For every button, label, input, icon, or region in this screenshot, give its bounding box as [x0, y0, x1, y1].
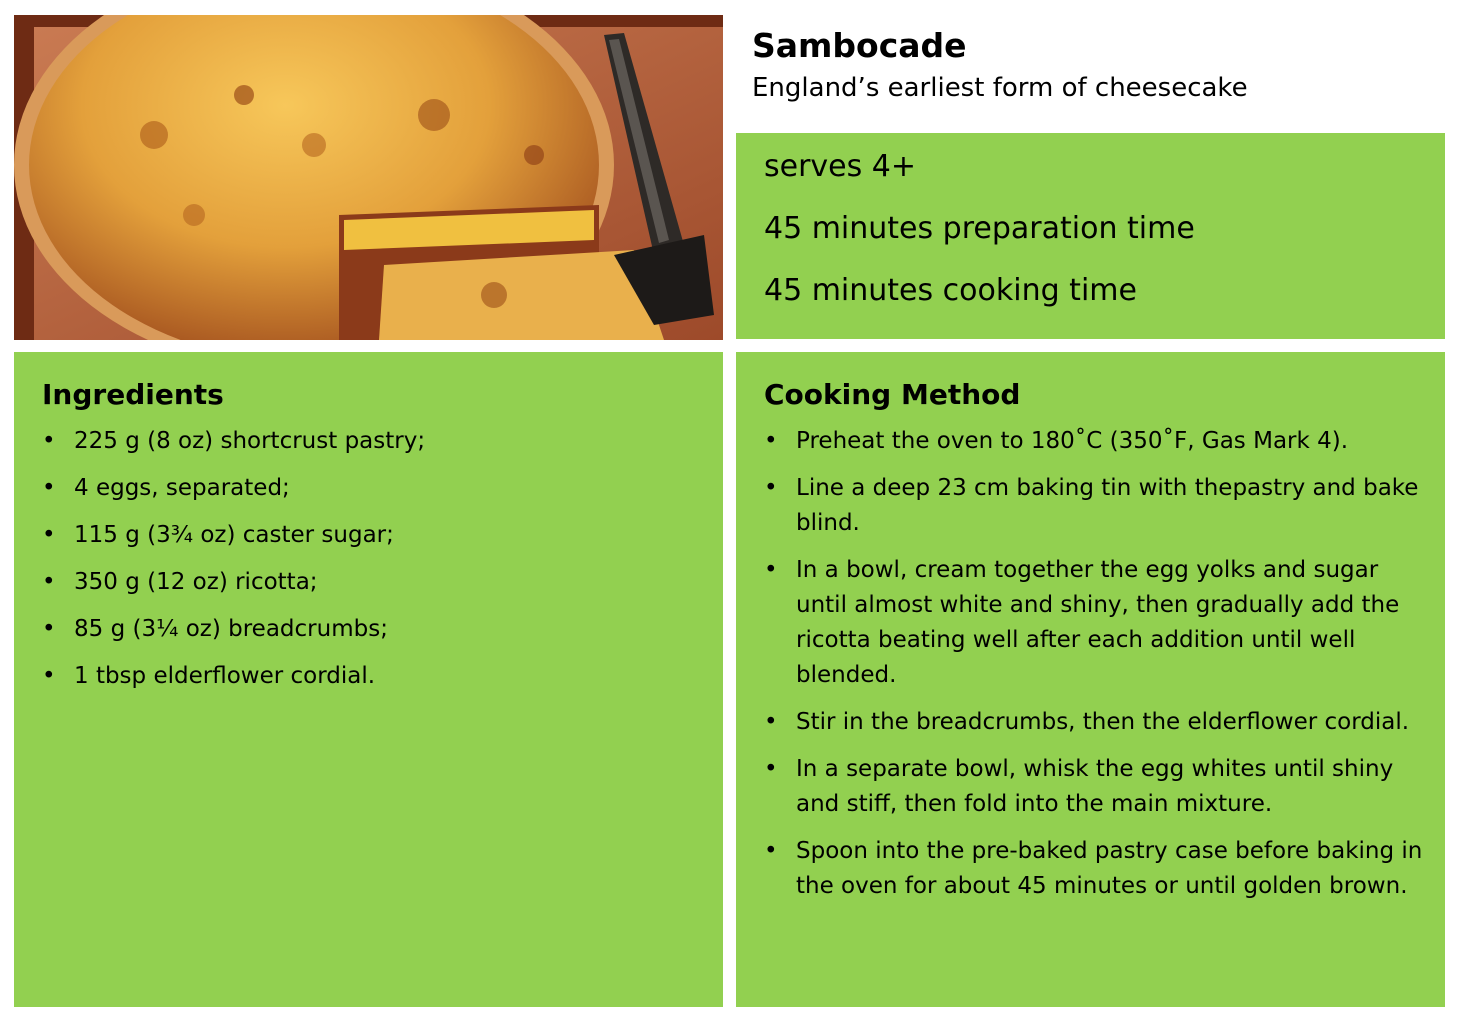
method-step	[764, 752, 1431, 822]
ingredient-item	[42, 612, 697, 647]
bullet: •	[764, 557, 778, 583]
method-heading: Cooking Method	[764, 378, 1021, 411]
method-step	[764, 471, 1431, 541]
ingredient-item	[42, 659, 697, 694]
ingredient-text: 1 tbsp elderflower cordial.	[74, 663, 376, 689]
ingredient-text: 350 g (12 oz) ricotta;	[74, 569, 318, 595]
ingredient-item	[42, 471, 697, 506]
bullet: •	[42, 569, 56, 595]
serves-text: serves 4+	[764, 149, 917, 184]
ingredient-item	[42, 518, 697, 553]
bullet: •	[42, 616, 56, 642]
bullet: •	[764, 756, 778, 782]
ingredients-heading: Ingredients	[42, 378, 224, 411]
method-step-text: In a bowl, cream together the egg yolks and sugar until almost white and shiny, then gradually add the ricotta beating well after each addition until well blended.	[796, 557, 1400, 688]
bullet: •	[764, 428, 778, 454]
method-step	[764, 553, 1431, 693]
method-list	[764, 424, 1431, 904]
bullet: •	[764, 475, 778, 501]
method-step-text: Line a deep 23 cm baking tin with thepastry and bake blind.	[796, 475, 1419, 536]
ingredient-item	[42, 565, 697, 600]
ingredient-text: 85 g (3¼ oz) breadcrumbs;	[74, 616, 388, 642]
ingredient-text: 4 eggs, separated;	[74, 475, 290, 501]
method-step	[764, 424, 1431, 459]
cook-time-text: 45 minutes cooking time	[764, 273, 1137, 308]
method-step-text: Stir in the breadcrumbs, then the elderflower cordial.	[796, 709, 1410, 735]
bullet: •	[764, 838, 778, 864]
bullet: •	[764, 709, 778, 735]
cheesecake-photo	[14, 15, 723, 340]
method-step	[764, 834, 1431, 904]
method-step	[764, 705, 1431, 740]
ingredient-text: 225 g (8 oz) shortcrust pastry;	[74, 428, 426, 454]
bullet: •	[42, 475, 56, 501]
ingredients-list	[42, 424, 697, 694]
recipe-header	[752, 26, 1442, 104]
bullet: •	[42, 522, 56, 548]
ingredients-panel	[14, 352, 723, 1007]
recipe-info-panel	[736, 133, 1445, 339]
ingredient-text: 115 g (3¾ oz) caster sugar;	[74, 522, 394, 548]
bullet: •	[42, 428, 56, 454]
bullet: •	[42, 663, 56, 689]
method-step-text: In a separate bowl, whisk the egg whites until shiny and stiff, then fold into the main mixture.	[796, 756, 1394, 817]
ingredient-item	[42, 424, 697, 459]
method-step-text: Spoon into the pre-baked pastry case before baking in the oven for about 45 minutes or until golden brown.	[796, 838, 1423, 899]
prep-time-text: 45 minutes preparation time	[764, 211, 1195, 246]
recipe-title: Sambocade	[752, 26, 967, 65]
recipe-subtitle: England’s earliest form of cheesecake	[752, 73, 1248, 103]
method-panel	[736, 352, 1445, 1007]
method-step-text: Preheat the oven to 180˚C (350˚F, Gas Mark 4).	[796, 428, 1349, 454]
